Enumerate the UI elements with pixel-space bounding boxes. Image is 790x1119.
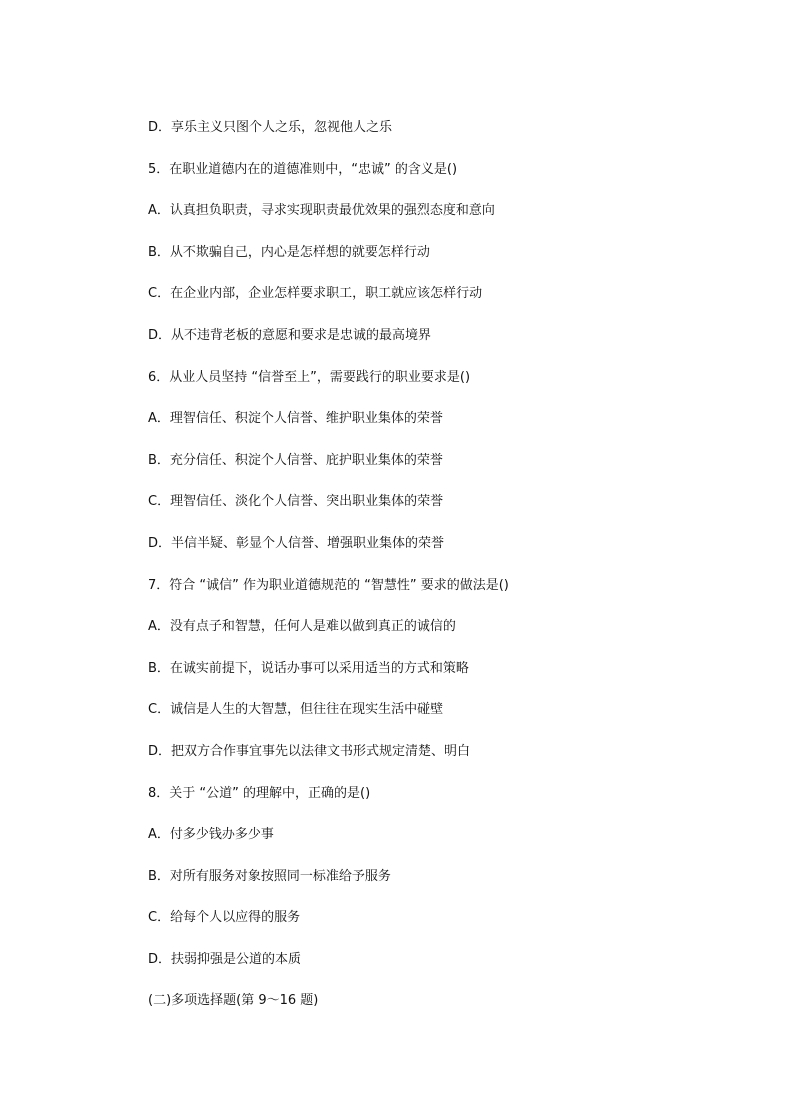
- option-line: C．给每个人以应得的服务: [148, 910, 301, 925]
- section-heading: (二)多项选择题(第 9～16 题): [148, 993, 319, 1008]
- option-line: A．付多少钱办多少事: [148, 827, 274, 842]
- option-line: B．从不欺骗自己，内心是怎样想的就要怎样行动: [148, 245, 430, 260]
- text-line: D．享乐主义只图个人之乐，忽视他人之乐: [148, 120, 393, 135]
- option-line: B．在诚实前提下，说话办事可以采用适当的方式和策略: [148, 661, 469, 676]
- option-line: C．诚信是人生的大智慧，但往往在现实生活中碰壁: [148, 702, 444, 717]
- option-line: A．没有点子和智慧，任何人是难以做到真正的诚信的: [148, 619, 456, 634]
- question-6: 6．从业人员坚持 “信誉至上”，需要践行的职业要求是(): [148, 370, 471, 385]
- option-line: D．扶弱抑强是公道的本质: [148, 952, 302, 967]
- option-line: A．认真担负职责，寻求实现职责最优效果的强烈态度和意向: [148, 203, 495, 218]
- question-8: 8．关于 “公道” 的理解中，正确的是(): [148, 786, 371, 801]
- option-line: D．半信半疑、彰显个人信誉、增强职业集体的荣誉: [148, 536, 445, 551]
- option-line: C．在企业内部，企业怎样要求职工，职工就应该怎样行动: [148, 286, 483, 301]
- option-line: A．理智信任、积淀个人信誉、维护职业集体的荣誉: [148, 411, 443, 426]
- option-line: D．从不违背老板的意愿和要求是忠诚的最高境界: [148, 328, 432, 343]
- option-line: C．理智信任、淡化个人信誉、突出职业集体的荣誉: [148, 494, 444, 509]
- question-7: 7．符合 “诚信” 作为职业道德规范的 “智慧性” 要求的做法是(): [148, 578, 509, 593]
- option-line: B．对所有服务对象按照同一标准给予服务: [148, 869, 391, 884]
- option-line: B．充分信任、积淀个人信誉、庇护职业集体的荣誉: [148, 453, 443, 468]
- option-line: D．把双方合作事宜事先以法律文书形式规定清楚、明白: [148, 744, 471, 759]
- question-5: 5．在职业道德内在的道德准则中，“忠诚” 的含义是(): [148, 162, 458, 177]
